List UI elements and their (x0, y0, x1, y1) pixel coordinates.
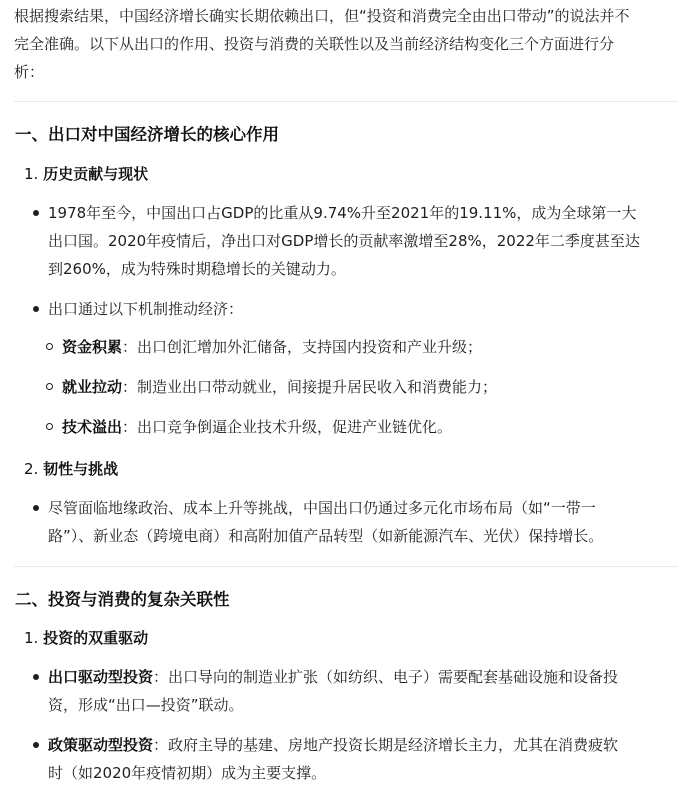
subheading-title: 投资的双重驱动 (43, 629, 149, 647)
investment-desc: ：政府主导的基建、房地产投资长期是经济增长主力，尤其在消费疲软 (153, 736, 619, 754)
bullet-2: 出口通过以下机制推动经济： (48, 300, 244, 318)
subheading-2-1 (24, 627, 148, 648)
bullet-dot (33, 210, 39, 216)
mechanism-item-1 (62, 333, 482, 361)
section-divider (14, 566, 678, 567)
mechanism-item-3 (62, 413, 452, 441)
bullet-3-line-2: 路”）、新业态（跨境电商）和高附加值产品转型（如新能源汽车、光伏）保持增长。 (48, 527, 604, 545)
sub-bullet-circle (46, 343, 53, 350)
mechanism-term: 就业拉动 (62, 378, 123, 396)
mechanism-desc: ：出口创汇增加外汇储备，支持国内投资和产业升级； (122, 338, 483, 356)
investment-term: 出口驱动型投资 (48, 668, 154, 686)
bullet-dot (33, 306, 39, 312)
subheading-1-1 (24, 163, 148, 184)
mechanism-term: 技术溢出 (62, 418, 123, 436)
bullet-dot (33, 674, 39, 680)
mechanism-term: 资金积累 (62, 338, 123, 356)
subheading-title: 韧性与挑战 (43, 460, 119, 478)
intro-line-2: 完全准确。以下从出口的作用、投资与消费的关联性以及当前经济结构变化三个方面进行分 (14, 35, 615, 53)
bullet-dot (33, 505, 39, 511)
investment-item-1-line-1 (48, 663, 618, 691)
bullet-1-line-3: 到260%，成为特殊时期稳增长的关键动力。 (48, 260, 346, 278)
mechanism-desc: ：制造业出口带动就业，间接提升居民收入和消费能力； (122, 378, 498, 396)
mechanism-desc: ：出口竞争倒逼企业技术升级，促进产业链优化。 (122, 418, 453, 436)
mechanism-item-2 (62, 373, 497, 401)
subheading-1-2 (24, 458, 118, 479)
investment-desc: ：出口导向的制造业扩张（如纺织、电子）需要配套基础设施和设备投 (153, 668, 619, 686)
bullet-3-line-1: 尽管面临地缘政治、成本上升等挑战，中国出口仍通过多元化市场布局（如“一带一 (48, 499, 596, 517)
bullet-1-line-2: 出口国。2020年疫情后，净出口对GDP增长的贡献率激增至28%，2022年二季度甚至达 (48, 232, 640, 250)
section-divider (14, 101, 678, 102)
subheading-title: 历史贡献与现状 (43, 165, 149, 183)
subheading-number: 1. (24, 629, 39, 647)
investment-term: 政策驱动型投资 (48, 736, 154, 754)
section-1-heading: 一、出口对中国经济增长的核心作用 (15, 125, 279, 144)
sub-bullet-circle (46, 423, 53, 430)
investment-item-2-line-1 (48, 731, 618, 759)
subheading-number: 2. (24, 460, 39, 478)
investment-item-2-line-2: 时（如2020年疫情初期）成为主要支撑。 (48, 764, 327, 782)
intro-line-3: 析： (14, 63, 45, 81)
sub-bullet-circle (46, 383, 53, 390)
investment-item-1-line-2: 资，形成“出口—投资”联动。 (48, 696, 244, 714)
bullet-dot (33, 742, 39, 748)
subheading-number: 1. (24, 165, 39, 183)
section-2-heading: 二、投资与消费的复杂关联性 (15, 590, 230, 609)
intro-line-1: 根据搜索结果，中国经济增长确实长期依赖出口，但“投资和消费完全由出口带动”的说法并不 (14, 7, 630, 25)
bullet-1-line-1: 1978年至今，中国出口占GDP的比重从9.74%升至2021年的19.11%，成为全球第一大 (48, 204, 637, 222)
